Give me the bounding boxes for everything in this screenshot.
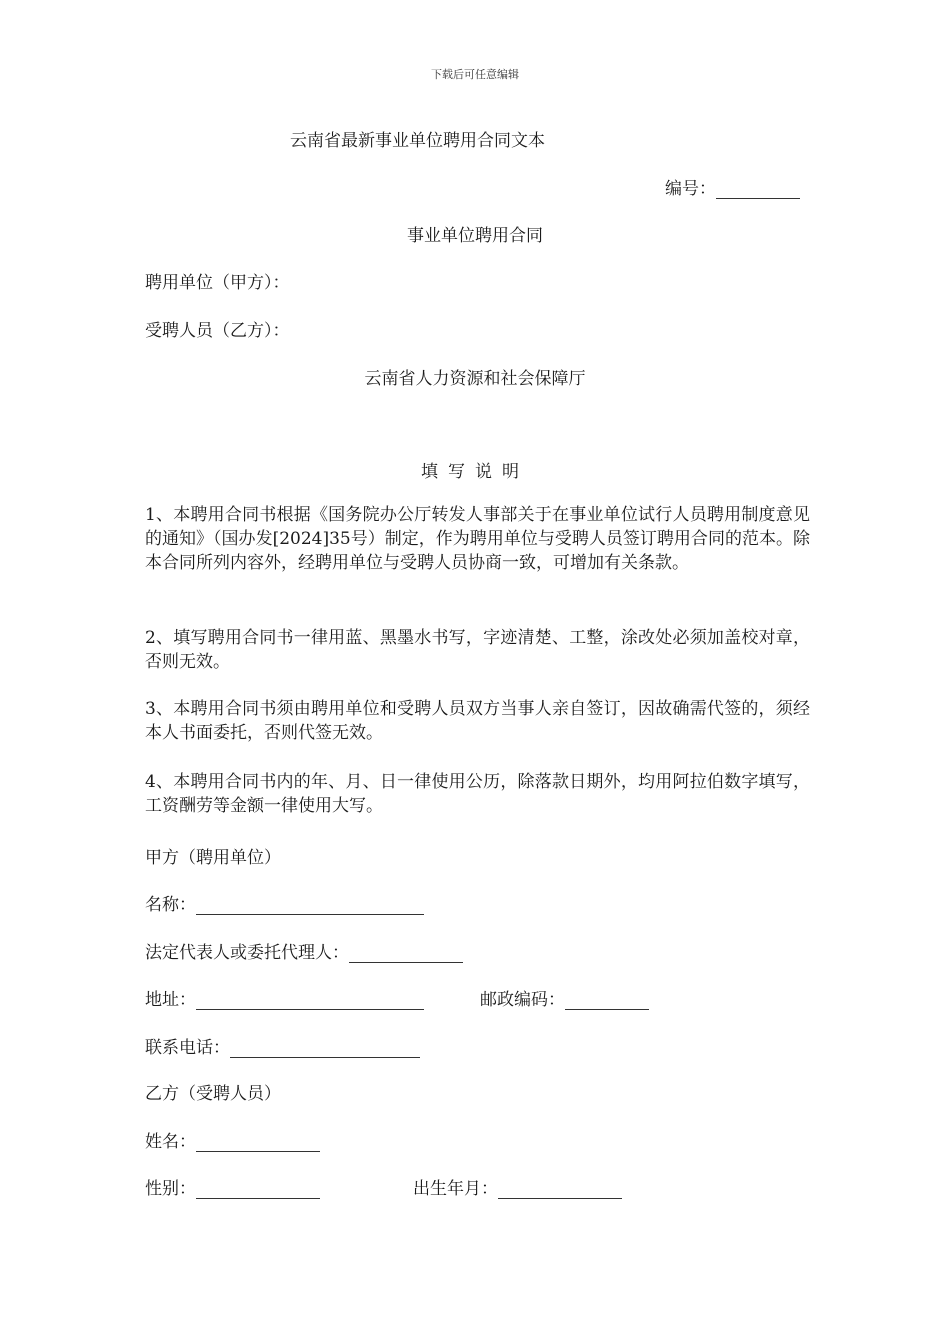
party-a-phone-blank[interactable] — [230, 1039, 420, 1058]
party-b-gender-field — [145, 1174, 320, 1199]
party-a-name-blank[interactable] — [196, 896, 424, 915]
party-b-birth-label: 出生年月： — [413, 1179, 498, 1199]
instruction-item-2: 2、填写聘用合同书一律用蓝、黑墨水书写，字迹清楚、工整，涂改处必须加盖校对章，否则无效。 — [145, 628, 810, 672]
party-b-line: 受聘人员（乙方）： — [145, 321, 290, 341]
party-a-name-label: 名称： — [145, 895, 196, 915]
party-b-birth-blank[interactable] — [498, 1180, 622, 1199]
party-b-name-blank[interactable] — [196, 1133, 320, 1152]
contract-title: 事业单位聘用合同 — [407, 226, 543, 246]
party-b-gender-blank[interactable] — [196, 1180, 320, 1199]
contract-number-blank[interactable] — [716, 180, 800, 199]
instruction-item-4: 4、本聘用合同书内的年、月、日一律使用公历，除落款日期外，均用阿拉伯数字填写，工资酬劳等金额一律使用大写。 — [145, 772, 810, 816]
party-b-gender-label: 性别： — [145, 1179, 196, 1199]
party-a-phone-label: 联系电话： — [145, 1038, 230, 1058]
issuer-name: 云南省人力资源和社会保障厅 — [364, 369, 586, 389]
instruction-item-3: 3、本聘用合同书须由聘用单位和受聘人员双方当事人亲自签订，因故确需代签的，须经本人书面委托，否则代签无效。 — [145, 699, 810, 743]
party-a-address-blank[interactable] — [196, 991, 424, 1010]
party-a-line: 聘用单位（甲方）： — [145, 273, 290, 293]
party-a-address-label: 地址： — [145, 990, 196, 1010]
party-a-rep-field — [145, 938, 463, 963]
party-a-rep-blank[interactable] — [349, 944, 463, 963]
contract-number-label: 编号： — [665, 179, 716, 199]
instructions-title: 填写说明 — [421, 462, 529, 482]
document-title: 云南省最新事业单位聘用合同文本 — [290, 131, 545, 151]
party-a-postcode-blank[interactable] — [565, 991, 649, 1010]
party-b-name-field — [145, 1127, 320, 1152]
instruction-item-1: 1、本聘用合同书根据《国务院办公厅转发人事部关于在事业单位试行人员聘用制度意见的通知》（国办发[2024]35号）制定，作为聘用单位与受聘人员签订聘用合同的范本。除本合同所列内容外，经聘用单位与受聘人员协商一致，可增加有关条款。 — [145, 505, 810, 573]
contract-number-field — [665, 174, 800, 199]
party-a-heading: 甲方（聘用单位） — [145, 848, 281, 868]
page-header: 下载后可任意编辑 — [431, 68, 519, 81]
party-a-phone-field — [145, 1033, 420, 1058]
party-b-birth-field — [413, 1174, 622, 1199]
party-a-rep-label: 法定代表人或委托代理人： — [145, 943, 349, 963]
party-b-name-label: 姓名： — [145, 1132, 196, 1152]
party-a-postcode-label: 邮政编码： — [480, 990, 565, 1010]
party-b-heading: 乙方（受聘人员） — [145, 1084, 281, 1104]
party-a-address-field — [145, 985, 424, 1010]
party-a-name-field — [145, 890, 424, 915]
party-a-postcode-field — [480, 985, 649, 1010]
